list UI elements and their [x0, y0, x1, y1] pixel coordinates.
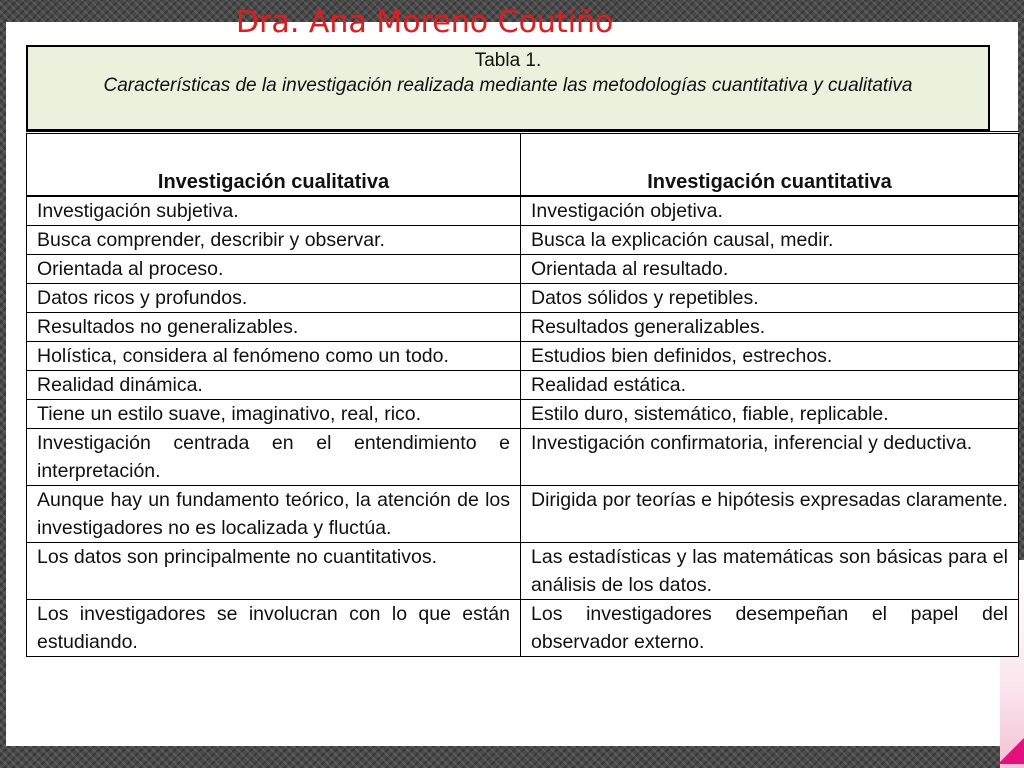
cell-qualitative: Orientada al proceso.: [27, 255, 521, 284]
table-row: [27, 543, 1019, 600]
author-title: Dra. Ana Moreno Coutiño: [236, 5, 614, 40]
table-row: [27, 429, 1019, 486]
cell-quantitative: Investigación objetiva.: [521, 196, 1019, 226]
cell-qualitative: Investigación centrada en el entendimiento e interpretación.: [27, 429, 521, 486]
comparison-table: [26, 131, 1019, 657]
cell-qualitative: Realidad dinámica.: [27, 371, 521, 400]
cell-quantitative: Las estadísticas y las matemáticas son básicas para el análisis de los datos.: [521, 543, 1019, 600]
table-row: [27, 600, 1019, 657]
table-row: [27, 284, 1019, 313]
cell-qualitative: Los investigadores se involucran con lo que están estudiando.: [27, 600, 521, 657]
table-caption: [26, 45, 990, 131]
cell-quantitative: Resultados generalizables.: [521, 313, 1019, 342]
cell-qualitative: Aunque hay un fundamento teórico, la atención de los investigadores no es localizada y fluctúa.: [27, 486, 521, 543]
cell-qualitative: Holística, considera al fenómeno como un todo.: [27, 342, 521, 371]
table-row: [27, 196, 1019, 226]
table-row: [27, 400, 1019, 429]
table-row: [27, 255, 1019, 284]
pink-corner-triangle: [998, 738, 1024, 764]
cell-quantitative: Busca la explicación causal, medir.: [521, 226, 1019, 255]
cell-quantitative: Dirigida por teorías e hipótesis expresadas claramente.: [521, 486, 1019, 543]
table-header-row: [27, 133, 1019, 197]
table-row: [27, 313, 1019, 342]
cell-quantitative: Datos sólidos y repetibles.: [521, 284, 1019, 313]
cell-qualitative: Datos ricos y profundos.: [27, 284, 521, 313]
cell-quantitative: Orientada al resultado.: [521, 255, 1019, 284]
cell-quantitative: Los investigadores desempeñan el papel del observador externo.: [521, 600, 1019, 657]
cell-quantitative: Estudios bien definidos, estrechos.: [521, 342, 1019, 371]
table-body: [27, 196, 1019, 657]
table-row: [27, 342, 1019, 371]
cell-quantitative: Realidad estática.: [521, 371, 1019, 400]
table-title: Tabla 1.: [474, 50, 542, 71]
cell-qualitative: Tiene un estilo suave, imaginativo, real, rico.: [27, 400, 521, 429]
cell-quantitative: Estilo duro, sistemático, fiable, replicable.: [521, 400, 1019, 429]
table-row: [27, 486, 1019, 543]
table-row: [27, 371, 1019, 400]
cell-qualitative: Resultados no generalizables.: [27, 313, 521, 342]
table-subtitle: Características de la investigación realizada mediante las metodologías cuantitativa y cualitativa: [103, 75, 913, 96]
cell-quantitative: Investigación confirmatoria, inferencial y deductiva.: [521, 429, 1019, 486]
header-qualitative: Investigación cualitativa: [27, 133, 521, 197]
header-quantitative: Investigación cuantitativa: [521, 133, 1019, 197]
table-row: [27, 226, 1019, 255]
cell-qualitative: Busca comprender, describir y observar.: [27, 226, 521, 255]
cell-qualitative: Los datos son principalmente no cuantitativos.: [27, 543, 521, 600]
cell-qualitative: Investigación subjetiva.: [27, 196, 521, 226]
